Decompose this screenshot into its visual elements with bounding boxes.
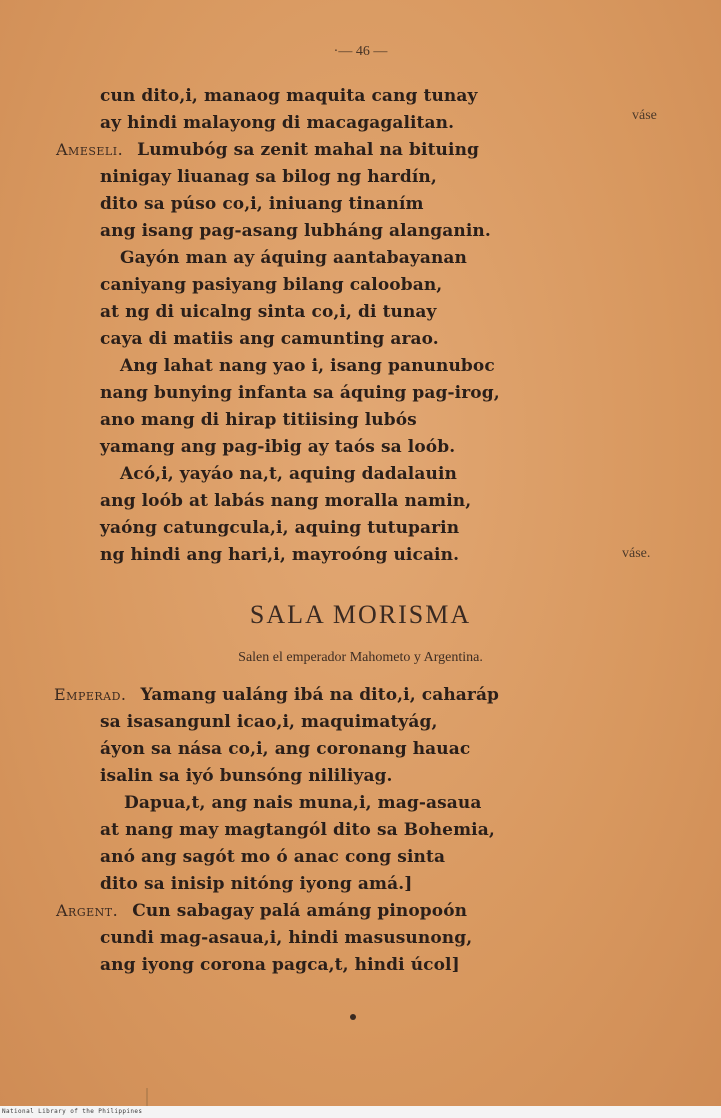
verse-line: nang bunying infanta sa áquing pag-irog, (100, 383, 500, 403)
stage-direction: Salen el emperador Mahometo y Argentina. (238, 650, 483, 665)
verse-line: Ang lahat nang yao i, isang panunuboc (120, 356, 495, 376)
library-credit: National Library of the Philippines (2, 1108, 143, 1115)
verse-line: áyon sa nása co,i, ang coronang hauac (100, 739, 471, 759)
verse-line: yaóng catungcula,i, aquing tutuparin (100, 518, 460, 538)
ornament-dot (350, 1014, 356, 1020)
verse-line: isalin sa iyó bunsóng nililiyag. (100, 766, 393, 786)
verse-line: at nang may magtangól dito sa Bohemia, (100, 820, 495, 840)
verse-line: caya di matiis ang camunting arao. (100, 329, 439, 349)
verse-line: at ng di uicalng sinta co,i, di tunay (100, 302, 437, 322)
verse-line: ano mang di hirap titiising lubós (100, 410, 417, 430)
verse-line: ay hindi malayong di macagagalitan. (100, 113, 455, 133)
verse-line: cun dito,i, manaog maquita cang tunay (100, 86, 478, 106)
speaker-name: Argent. (56, 901, 119, 920)
scene-heading: SALA MORISMA (249, 600, 472, 629)
margin-note: váse (632, 108, 657, 123)
verse-line: cundi mag-asaua,i, hindi masusunong, (100, 928, 473, 948)
speaker-name: Ameseli. (56, 140, 124, 159)
verse-line: Dapua,t, ang nais muna,i, mag-asaua (124, 793, 482, 813)
verse-line: ang loób at labás nang moralla namin, (100, 491, 472, 511)
verse-line: Emperad. Yamang ualáng ibá na dito,i, caharáp (54, 685, 500, 705)
speaker-name: Emperad. (54, 685, 127, 704)
margin-note: váse. (622, 546, 651, 561)
verse-line: ng hindi ang hari,i, mayroóng uicain. (100, 545, 460, 565)
verse-line: ang isang pag-asang lubháng alanganin. (100, 221, 491, 241)
verse-line: Acó,i, yayáo na,t, aquing dadalauin (120, 464, 457, 484)
verse-line: caniyang pasiyang bilang calooban, (100, 275, 443, 295)
verse-line: ninigay liuanag sa bilog ng hardín, (100, 167, 437, 187)
verse-line: dito sa púso co,i, iniuang tinaním (100, 194, 424, 214)
verse-line: Argent. Cun sabagay palá amáng pinopoón (56, 901, 468, 921)
verse-line: anó ang sagót mo ó anac cong sinta (100, 847, 446, 867)
verse-line: sa isasangunl icao,i, maquimatyág, (100, 712, 438, 732)
verse-line: Ameseli. Lumubóg sa zenit mahal na bituing (56, 140, 480, 160)
verse-line: Gayón man ay áquing aantabayanan (120, 248, 467, 268)
verse-line: ang iyong corona pagca,t, hindi úcol] (100, 955, 460, 975)
verse-line: dito sa inisip nitóng iyong amá.] (100, 874, 413, 894)
verse-line: yamang ang pag-ibig ay taós sa loób. (100, 437, 456, 457)
page-number: ·— 46 — (333, 44, 388, 59)
